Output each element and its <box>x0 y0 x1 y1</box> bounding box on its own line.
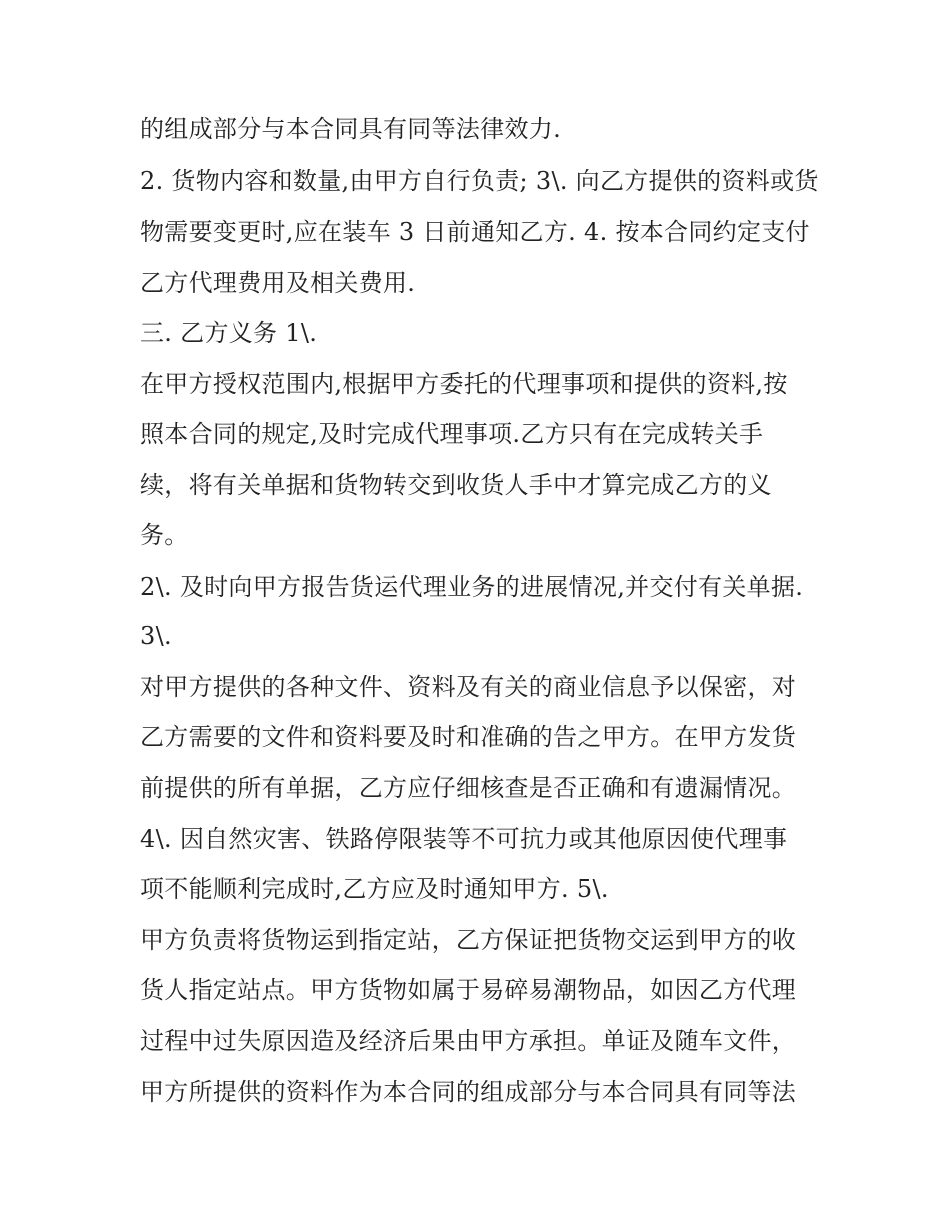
text-line: 在甲方授权范围内,根据甲方委托的代理事项和提供的资料,按 <box>140 370 788 398</box>
text-line: 续，将有关单据和货物转交到收货人手中才算完成乙方的义 <box>140 471 772 499</box>
text-line: 乙方需要的文件和资料要及时和准确的告之甲方。在甲方发货 <box>140 723 797 751</box>
text-line: 2. 货物内容和数量,由甲方自行负责; 3\. 向乙方提供的资料或货 <box>140 167 819 195</box>
text-line: 项不能顺利完成时,乙方应及时通知甲方. 5\. <box>140 875 609 903</box>
text-line: 的组成部分与本合同具有同等法律效力. <box>140 115 562 143</box>
text-line: 货人指定站点。甲方货物如属于易碎易潮物品，如因乙方代理 <box>140 976 797 1004</box>
text-line: 照本合同的规定,及时完成代理事项.乙方只有在完成转关手 <box>140 420 764 448</box>
section-heading: 三. 乙方义务 1\. <box>140 319 318 347</box>
text-line: 过程中过失原因造及经济后果由甲方承担。单证及随车文件， <box>140 1027 797 1055</box>
text-line: 前提供的所有单据，乙方应仔细核查是否正确和有遗漏情况。 <box>140 774 797 802</box>
text-line: 物需要变更时,应在装车 3 日前通知乙方. 4. 按本合同约定支付 <box>140 218 810 246</box>
text-line: 务。 <box>140 521 189 549</box>
text-line: 甲方所提供的资料作为本合同的组成部分与本合同具有同等法 <box>140 1078 797 1106</box>
text-line: 2\. 及时向甲方报告货运代理业务的进展情况,并交付有关单据. <box>140 573 804 601</box>
text-line: 对甲方提供的各种文件、资料及有关的商业信息予以保密，对 <box>140 673 797 701</box>
text-line: 4\. 因自然灾害、铁路停限装等不可抗力或其他原因使代理事 <box>140 825 788 853</box>
text-line: 甲方负责将货物运到指定站，乙方保证把货物交运到甲方的收 <box>140 926 797 954</box>
text-line: 3\. <box>140 622 172 650</box>
text-line: 乙方代理费用及相关费用. <box>140 269 416 297</box>
